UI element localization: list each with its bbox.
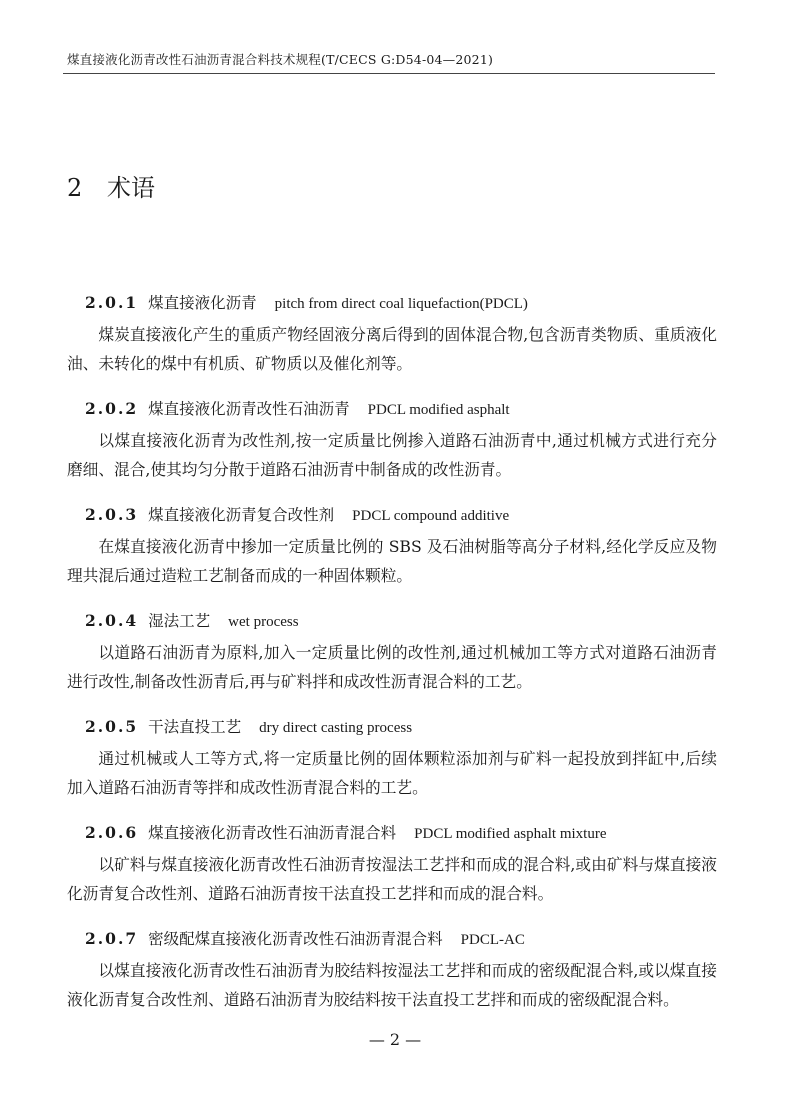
term-chinese: 干法直投工艺 (148, 718, 242, 736)
term-definition: 以煤直接液化沥青为改性剂,按一定质量比例掺入道路石油沥青中,通过机械方式进行充分磨细、混合,使其均匀分散于道路石油沥青中制备成的改性沥青。 (67, 431, 717, 479)
term-heading (67, 605, 717, 638)
term-entry (67, 711, 717, 802)
term-chinese: 密级配煤直接液化沥青改性石油沥青混合料 (148, 930, 443, 948)
term-english: PDCL modified asphalt mixture (414, 826, 607, 842)
term-definition: 煤炭直接液化产生的重质产物经固液分离后得到的固体混合物,包含沥青类物质、重质液化油、未转化的煤中有机质、矿物质以及催化剂等。 (67, 325, 717, 373)
term-number: 2.0.1 (85, 293, 139, 312)
term-english: dry direct casting process (259, 720, 413, 736)
term-number: 2.0.5 (85, 717, 139, 736)
term-definition: 在煤直接液化沥青中掺加一定质量比例的 SBS 及石油树脂等高分子材料,经化学反应及物理共混后通过造粒工艺制备而成的一种固体颗粒。 (67, 537, 717, 585)
chapter-number: 2 (67, 174, 83, 202)
term-number: 2.0.2 (85, 399, 139, 418)
term-english: pitch from direct coal liquefaction(PDCL) (274, 296, 528, 312)
term-heading (67, 393, 717, 426)
term-heading (67, 287, 717, 320)
term-entry (67, 287, 717, 378)
page-number: — 2 — (368, 1030, 422, 1049)
chapter-heading (67, 168, 155, 203)
term-heading (67, 499, 717, 532)
term-english: PDCL-AC (460, 932, 525, 948)
term-heading (67, 711, 717, 744)
term-definition: 以煤直接液化沥青改性石油沥青为胶结料按湿法工艺拌和而成的密级配混合料,或以煤直接液化沥青复合改性剂、道路石油沥青为胶结料按干法直投工艺拌和而成的密级配混合料。 (67, 961, 717, 1009)
term-entry (67, 923, 717, 1014)
term-entry (67, 499, 717, 590)
header-divider (63, 73, 715, 74)
term-chinese: 煤直接液化沥青改性石油沥青混合料 (148, 824, 397, 842)
term-heading (67, 923, 717, 956)
terms-list (67, 287, 717, 1029)
term-entry (67, 605, 717, 696)
term-english: PDCL compound additive (352, 508, 510, 524)
term-chinese: 煤直接液化沥青 (148, 294, 257, 312)
term-number: 2.0.3 (85, 505, 139, 524)
term-chinese: 煤直接液化沥青改性石油沥青 (148, 400, 350, 418)
term-definition: 以道路石油沥青为原料,加入一定质量比例的改性剂,通过机械加工等方式对道路石油沥青进行改性,制备改性沥青后,再与矿料拌和成改性沥青混合料的工艺。 (67, 643, 717, 691)
term-english: wet process (228, 614, 299, 630)
term-definition: 通过机械或人工等方式,将一定质量比例的固体颗粒添加剂与矿料一起投放到拌缸中,后续加入道路石油沥青等拌和成改性沥青混合料的工艺。 (67, 749, 717, 797)
term-number: 2.0.6 (85, 823, 139, 842)
term-chinese: 煤直接液化沥青复合改性剂 (148, 506, 335, 524)
term-heading (67, 817, 717, 850)
term-entry (67, 817, 717, 908)
term-english: PDCL modified asphalt (367, 402, 510, 418)
running-header: 煤直接液化沥青改性石油沥青混合料技术规程(T/CECS G:D54-04—2021) (67, 52, 494, 67)
term-number: 2.0.4 (85, 611, 139, 630)
term-number: 2.0.7 (85, 929, 139, 948)
chapter-title: 术语 (107, 174, 155, 202)
term-definition: 以矿料与煤直接液化沥青改性石油沥青按湿法工艺拌和而成的混合料,或由矿料与煤直接液化沥青复合改性剂、道路石油沥青按干法直投工艺拌和而成的混合料。 (67, 855, 717, 903)
term-entry (67, 393, 717, 484)
term-chinese: 湿法工艺 (148, 612, 211, 630)
